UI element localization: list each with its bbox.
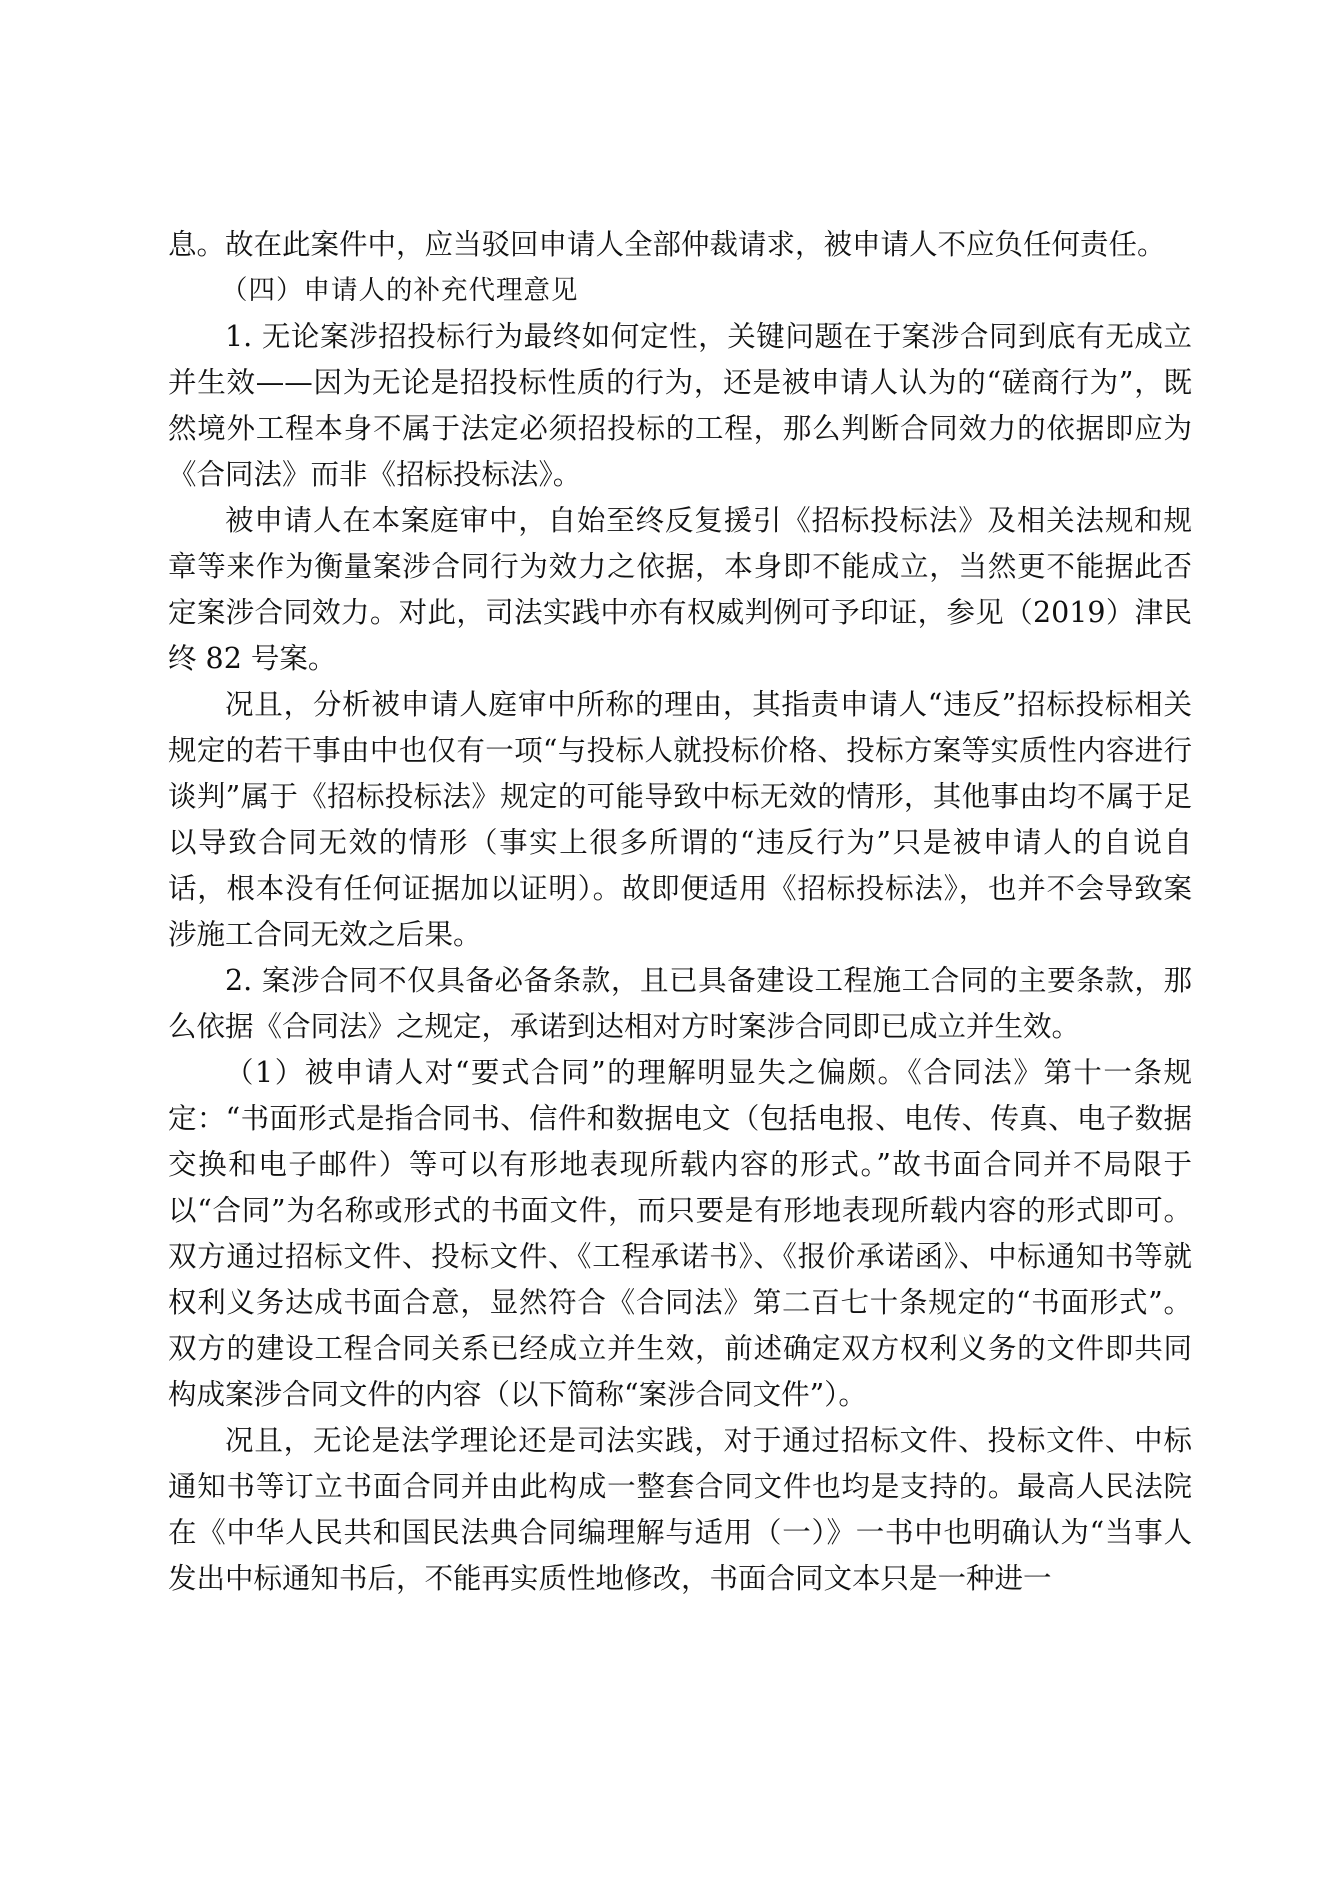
section-heading: （四）申请人的补充代理意见 xyxy=(221,275,579,306)
paragraph-subpoint-1: （1）被申请人对“要式合同”的理解明显失之偏颇。《合同法》第十一条规定：“书面形式是指合同书、信件和数据电文（包括电报、电传、传真、电子数据交换和电子邮件）等可以有形地表现所载内容的形式。”故书面合同并不局限于以“合同”为名称或形式的书面文件，而只要是有形地表现所载内容的形式即可。双方通过招标文件、投标文件、《工程承诺书》、《报价承诺函》、中标通知书等就权利义务达成书面合意，显然符合《合同法》第二百七十条规定的“书面形式”。双方的建设工程合同关系已经成立并生效，前述确定双方权利义务的文件即共同构成案涉合同文件的内容（以下简称“案涉合同文件”）。 xyxy=(168,1056,1192,1411)
paragraph-body: 被申请人在本案庭审中，自始至终反复援引《招标投标法》及相关法规和规章等来作为衡量案涉合同行为效力之依据，本身即不能成立，当然更不能据此否定案涉合同效力。对此，司法实践中亦有权威判例可予印证，参见（2019）津民终 82 号案。 xyxy=(168,504,1192,675)
paragraph-body: 况且，分析被申请人庭审中所称的理由，其指责申请人“违反”招标投标相关规定的若干事由中也仅有一项“与投标人就投标价格、投标方案等实质性内容进行谈判”属于《招标投标法》规定的可能导致中标无效的情形，其他事由均不属于足以导致合同无效的情形（事实上很多所谓的“违反行为”只是被申请人的自说自话，根本没有任何证据加以证明）。故即便适用《招标投标法》，也并不会导致案涉施工合同无效之后果。 xyxy=(168,688,1192,951)
paragraph-point-2: 2. 案涉合同不仅具备必备条款，且已具备建设工程施工合同的主要条款，那么依据《合同法》之规定，承诺到达相对方时案涉合同即已成立并生效。 xyxy=(168,964,1192,1043)
paragraph-point-1: 1. 无论案涉招投标行为最终如何定性，关键问题在于案涉合同到底有无成立并生效——因为无论是招投标性质的行为，还是被申请人认为的“磋商行为”，既然境外工程本身不属于法定必须招投标的工程，那么判断合同效力的依据即应为《合同法》而非《招标投标法》。 xyxy=(168,320,1192,491)
document-page xyxy=(168,222,1192,1602)
paragraph-continuation: 息。故在此案件中，应当驳回申请人全部仲裁请求，被申请人不应负任何责任。 xyxy=(168,228,1166,261)
paragraph-body: 况且，无论是法学理论还是司法实践，对于通过招标文件、投标文件、中标通知书等订立书面合同并由此构成一整套合同文件也均是支持的。最高人民法院在《中华人民共和国民法典合同编理解与适用（一）》一书中也明确认为“当事人发出中标通知书后，不能再实质性地修改，书面合同文本只是一种进一 xyxy=(168,1424,1192,1595)
